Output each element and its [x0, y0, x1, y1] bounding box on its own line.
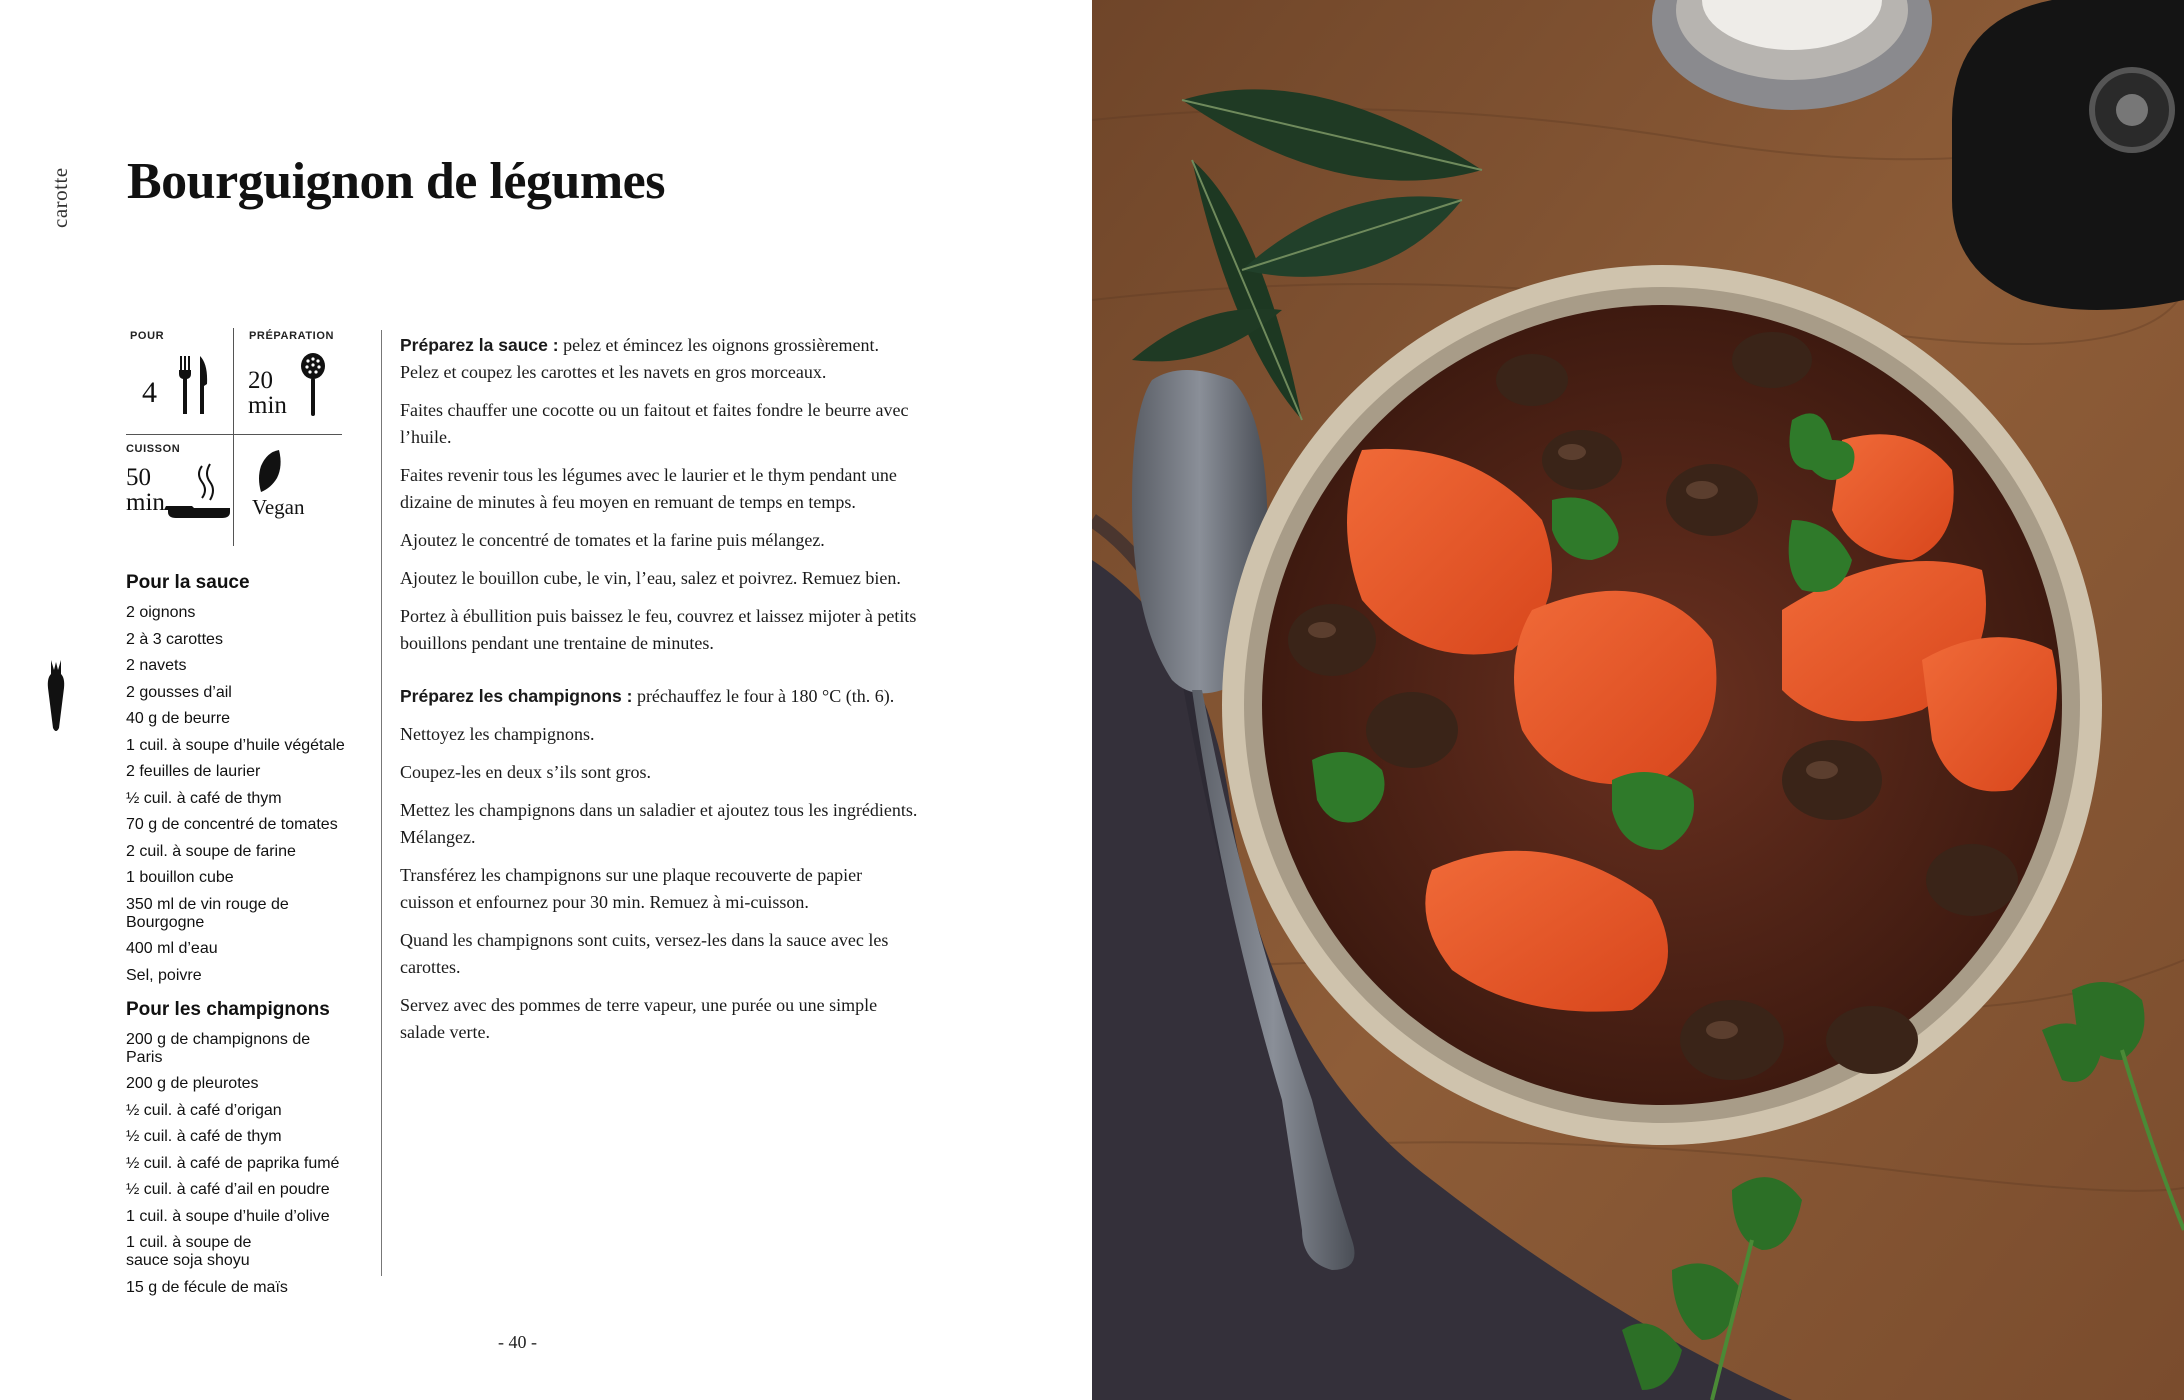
- cook-unit: min: [126, 489, 165, 516]
- instruction-step: [400, 332, 920, 386]
- prep-caption: PRÉPARATION: [249, 330, 335, 342]
- leaf-icon: [253, 448, 283, 494]
- food-photo-illustration: [1092, 0, 2184, 1400]
- step-text: Faites revenir tous les légumes avec le laurier et le thym pendant une dizaine de minutes à feu moyen en remuant de temps en temps.: [400, 465, 897, 512]
- instruction-step: [400, 603, 920, 657]
- instruction-step: [400, 862, 920, 916]
- step-text: Ajoutez le concentré de tomates et la farine puis mélangez.: [400, 530, 825, 550]
- column-divider: [381, 330, 382, 1276]
- ingredient-item: 2 navets: [126, 657, 187, 674]
- skimmer-icon: [298, 352, 328, 418]
- instruction-step: [400, 927, 920, 981]
- ingredient-item: Sel, poivre: [126, 966, 202, 984]
- page-title: Bourguignon de légumes: [127, 153, 665, 210]
- ingredients-column: [126, 572, 376, 1311]
- step-text: Faites chauffer une cocotte ou un faitout et faites fondre le beurre avec l’huile.: [400, 400, 909, 447]
- ingredient-item: 2 cuil. à soupe de farine: [126, 842, 296, 860]
- instruction-step: [400, 759, 920, 786]
- servings-value: 4: [142, 376, 157, 409]
- grid-divider-horizontal: [126, 434, 342, 435]
- instruction-step: [400, 797, 920, 851]
- ingredient-item: 2 feuilles de laurier: [126, 763, 261, 780]
- ingredient-item: 40 g de beurre: [126, 710, 231, 727]
- ingredient-item: ½ cuil. à café de paprika fumé: [126, 1154, 340, 1172]
- instruction-step: [400, 992, 920, 1046]
- ingredient-item: ½ cuil. à café de thym: [126, 789, 282, 807]
- ingredient-item: 350 ml de vin rouge de Bourgogne: [126, 895, 289, 931]
- section-label: carotte: [48, 167, 72, 228]
- stew-bowl-photo: [1092, 0, 2184, 1400]
- ingredient-item: 1 bouillon cube: [126, 869, 234, 886]
- ingredient-item: 200 g de champignons de Paris: [126, 1030, 311, 1066]
- ingredient-item: 1 cuil. à soupe de sauce soja shoyu: [126, 1234, 252, 1269]
- servings-caption: POUR: [130, 330, 165, 342]
- step-lead: Préparez les champignons :: [400, 686, 633, 706]
- ingredient-item: 2 gousses d’ail: [126, 683, 232, 701]
- step-text: Mettez les champignons dans un saladier et ajoutez tous les ingrédients. Mélangez.: [400, 800, 918, 847]
- prep-value: 20: [248, 367, 273, 394]
- step-lead: Préparez la sauce :: [400, 335, 559, 355]
- ingredient-item: 15 g de fécule de maïs: [126, 1278, 288, 1296]
- step-text: pelez et émincez les oignons grossièrement. Pelez et coupez les carottes et les navets en gros morceaux.: [400, 335, 879, 382]
- step-text: Quand les champignons sont cuits, versez-les dans la sauce avec les carottes.: [400, 930, 889, 977]
- diet-label: Vegan: [252, 495, 305, 519]
- step-text: Transférez les champignons sur une plaque recouverte de papier cuisson et enfournez pour 30 min. Remuez à mi-cuisson.: [400, 865, 863, 912]
- ingredient-item: 200 g de pleurotes: [126, 1075, 259, 1092]
- ingredient-item: 1 cuil. à soupe d’huile d’olive: [126, 1207, 330, 1225]
- ingredient-item: 2 à 3 carottes: [126, 630, 223, 648]
- instructions-column: [400, 332, 920, 1057]
- ingredient-item: 70 g de concentré de tomates: [126, 816, 338, 833]
- instruction-step: [400, 683, 920, 710]
- step-text: Nettoyez les champignons.: [400, 724, 595, 744]
- step-text: Ajoutez le bouillon cube, le vin, l’eau, salez et poivrez. Remuez bien.: [400, 568, 901, 588]
- ingredients-list-sauce: [126, 604, 376, 985]
- cook-caption: CUISSON: [126, 443, 181, 455]
- step-text: préchauffez le four à 180 °C (th. 6).: [632, 686, 895, 706]
- ingredient-item: 400 ml d’eau: [126, 940, 218, 957]
- step-text: Coupez-les en deux s’ils sont gros.: [400, 762, 651, 782]
- ingredient-item: 1 cuil. à soupe d’huile végétale: [126, 736, 345, 754]
- prep-unit: min: [248, 392, 287, 419]
- instruction-step: [400, 397, 920, 451]
- step-text: Servez avec des pommes de terre vapeur, une purée ou une simple salade verte.: [400, 995, 878, 1042]
- ingredient-item: ½ cuil. à café de thym: [126, 1128, 282, 1145]
- ingredients-heading-mushrooms: Pour les champignons: [126, 998, 330, 1020]
- ingredient-item: ½ cuil. à café d’origan: [126, 1101, 282, 1119]
- cook-value: 50: [126, 464, 151, 491]
- ingredients-heading-sauce: Pour la sauce: [126, 572, 250, 593]
- page-number: - 40 -: [498, 1332, 537, 1352]
- instruction-step: [400, 565, 920, 592]
- ingredient-item: ½ cuil. à café d’ail en poudre: [126, 1181, 330, 1198]
- grid-divider-vertical: [233, 328, 234, 546]
- ingredient-item: 2 oignons: [126, 604, 196, 621]
- carrot-icon: [44, 658, 68, 734]
- fork-knife-icon: [174, 354, 214, 416]
- instruction-step: [400, 721, 920, 748]
- recipe-info-grid: [126, 328, 342, 548]
- ingredients-list-mushrooms: [126, 1031, 376, 1297]
- instruction-step: [400, 527, 920, 554]
- step-text: Portez à ébullition puis baissez le feu, couvrez et laissez mijoter à petits bouillons pendant une trentaine de minutes.: [400, 606, 917, 653]
- instruction-step: [400, 462, 920, 516]
- frying-pan-icon: [162, 462, 232, 524]
